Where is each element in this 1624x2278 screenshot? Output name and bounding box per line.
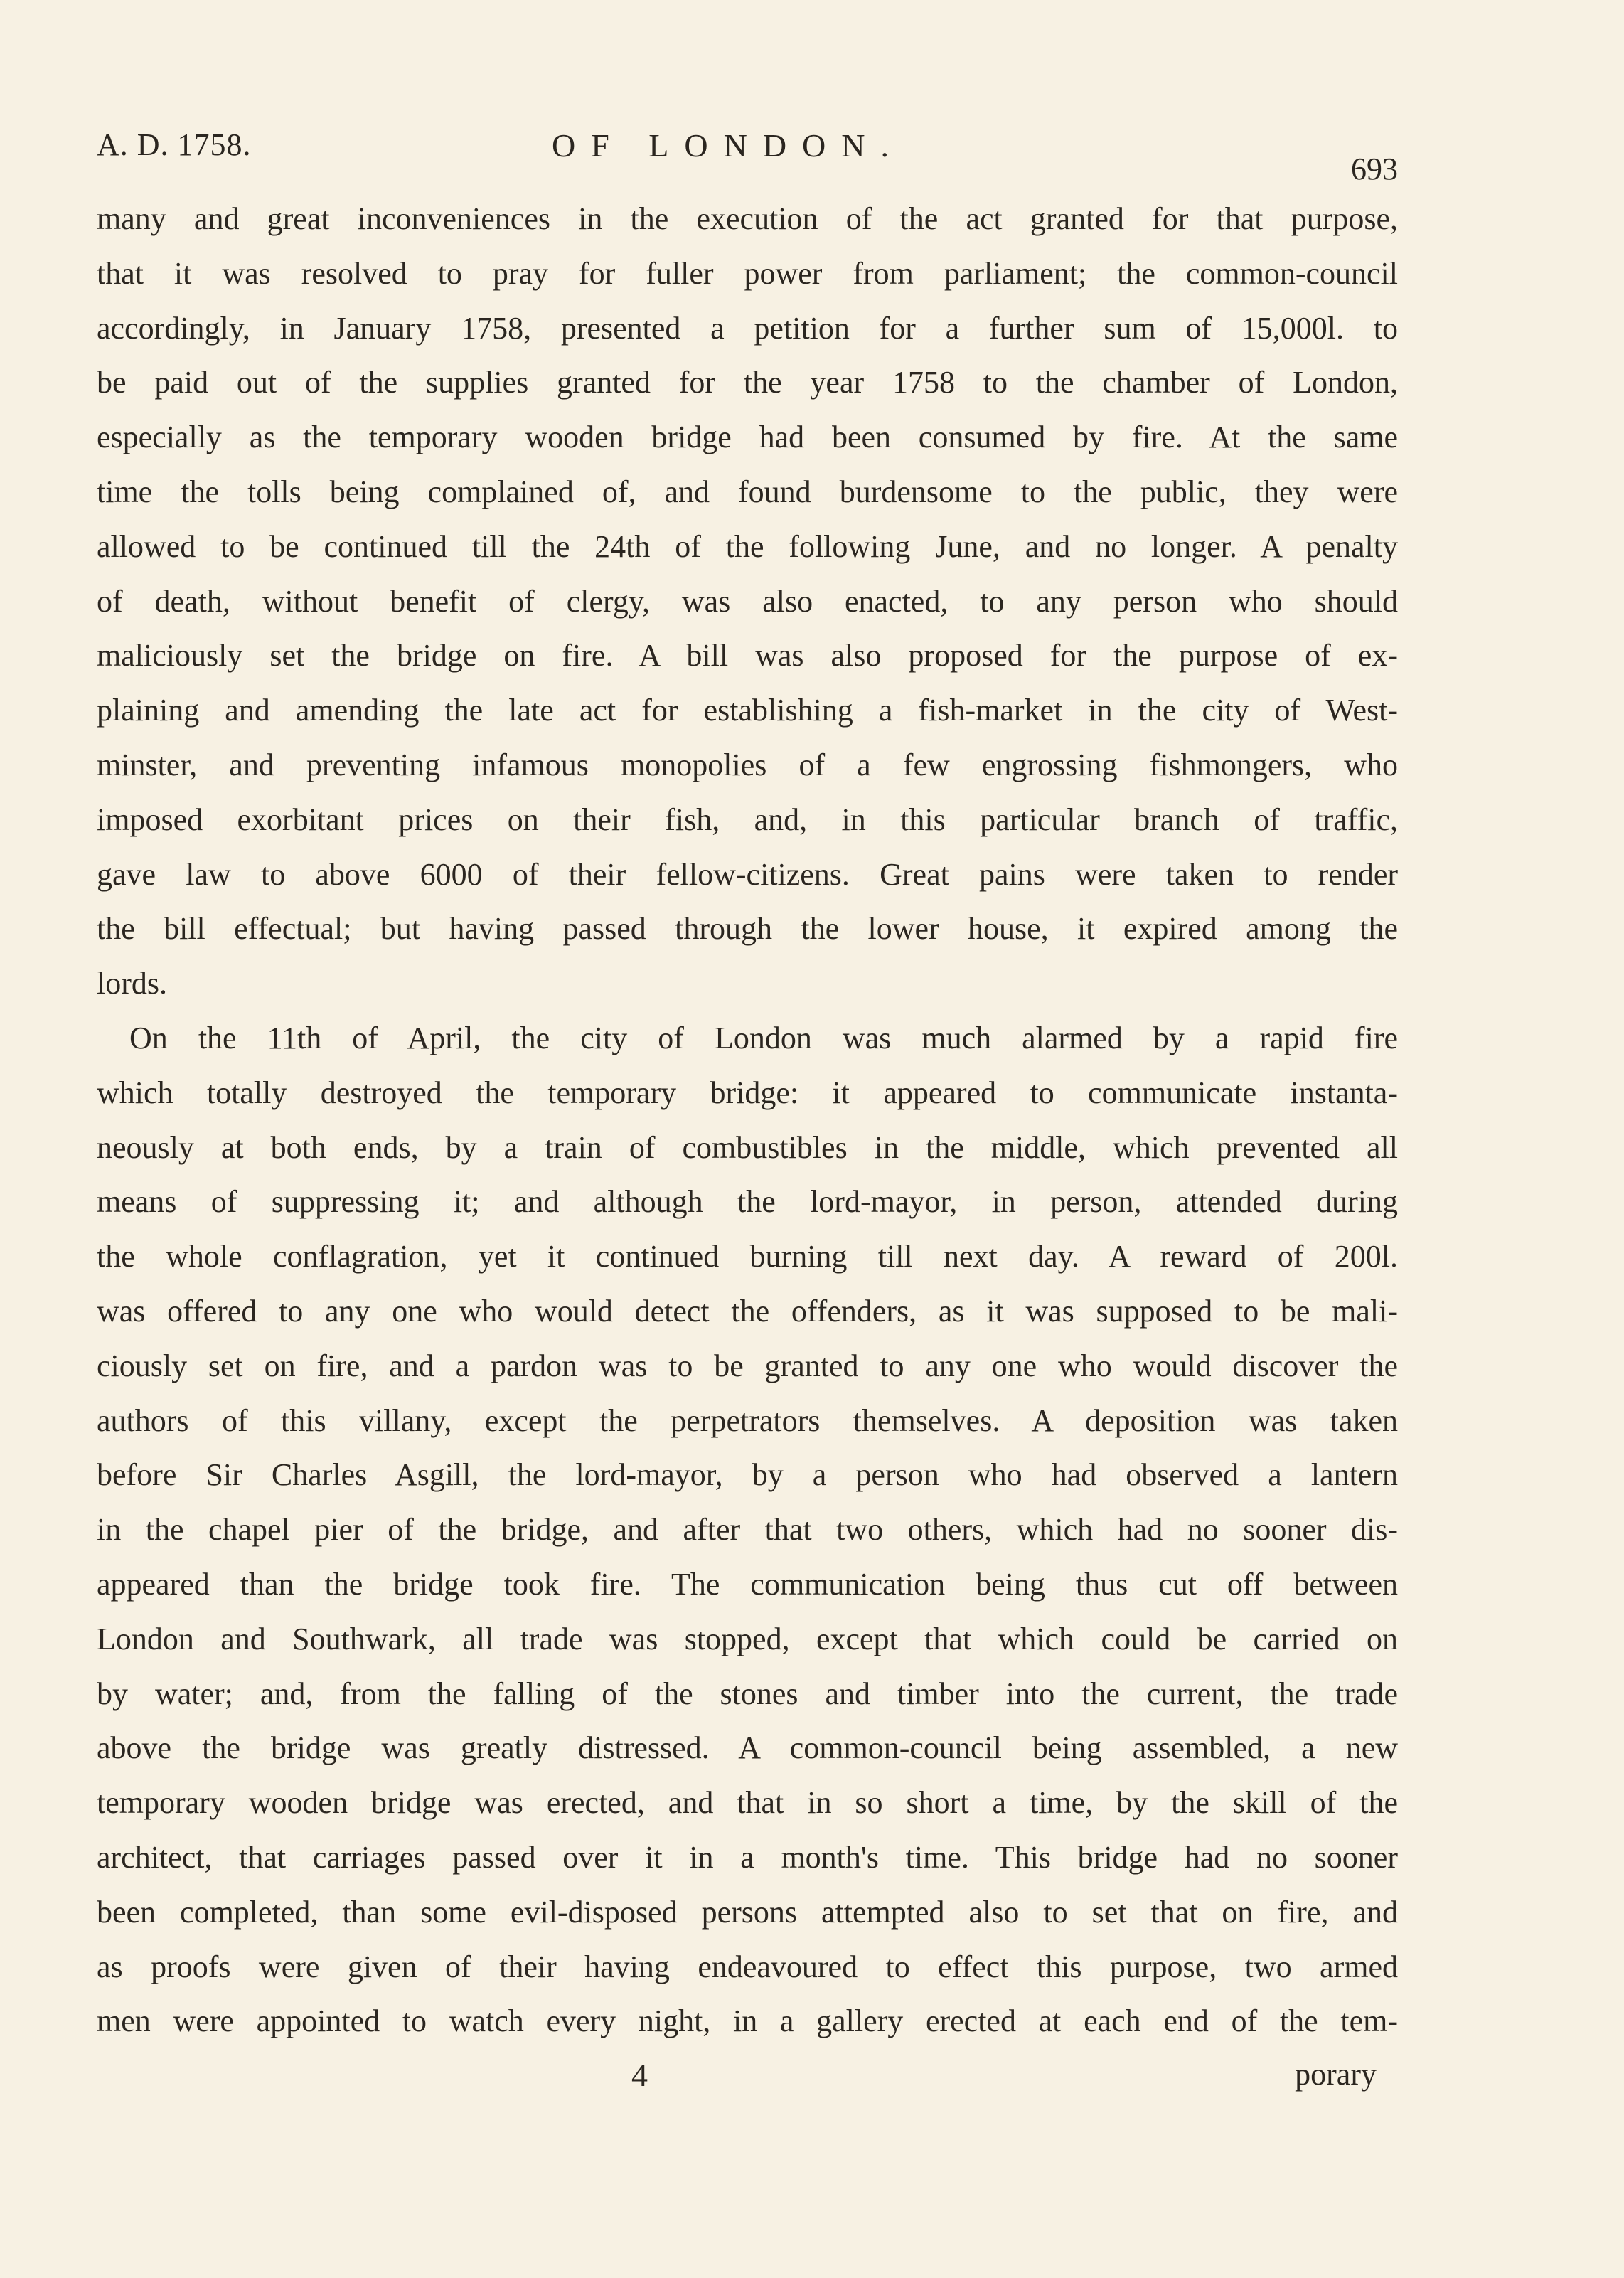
text-line: allowed to be continued till the 24th of the following June, and no longer. A penalty [97, 528, 1398, 564]
text-line: means of suppressing it; and although the lord-mayor, in person, attended during [97, 1184, 1398, 1220]
text-line: accordingly, in January 1758, presented a petition for a further sum of 15,000l. to [97, 310, 1398, 346]
text-line: be paid out of the supplies granted for the year 1758 to the chamber of London, [97, 365, 1398, 400]
text-line: many and great inconveniences in the execution of the act granted for that purpose, [97, 201, 1398, 236]
text-line: above the bridge was greatly distressed. A common-council being assembled, a new [97, 1730, 1398, 1766]
text-line: in the chapel pier of the bridge, and after that two others, which had no sooner dis- [97, 1512, 1398, 1548]
text-line: plaining and amending the late act for establishing a fish-market in the city of West- [97, 693, 1398, 728]
text-line: maliciously set the bridge on fire. A bill was also proposed for the purpose of ex- [97, 638, 1398, 674]
text-line: On the 11th of April, the city of London was much alarmed by a rapid fire [129, 1020, 1398, 1055]
text-line: imposed exorbitant prices on their fish, and, in this particular branch of traffic, [97, 802, 1398, 837]
text-line: temporary wooden bridge was erected, and that in so short a time, by the skill of the [97, 1785, 1398, 1821]
text-line: lords. [97, 966, 167, 1001]
text-line: was offered to any one who would detect the offenders, as it was supposed to be mali- [97, 1293, 1398, 1329]
catchword: porary [1295, 2057, 1377, 2092]
text-line: gave law to above 6000 of their fellow-citizens. Great pains were taken to render [97, 856, 1398, 892]
paragraph-2 [97, 1011, 1398, 2049]
text-line: neously at both ends, by a train of combustibles in the middle, which prevented all [97, 1129, 1398, 1165]
header-title: OF LONDON. [552, 127, 904, 164]
text-line: the bill effectual; but having passed through the lower house, it expired among the [97, 911, 1398, 947]
text-line: time the tolls being complained of, and found burdensome to the public, they were [97, 474, 1398, 509]
header-date: A. D. 1758. [97, 127, 252, 162]
text-line: which totally destroyed the temporary bridge: it appeared to communicate instanta- [97, 1075, 1398, 1110]
body-text [97, 192, 1398, 2049]
running-head [97, 127, 1398, 186]
text-line: before Sir Charles Asgill, the lord-mayor, by a person who had observed a lantern [97, 1457, 1398, 1493]
text-line: of death, without benefit of clergy, was also enacted, to any person who should [97, 583, 1398, 619]
text-line: ciously set on fire, and a pardon was to be granted to any one who would discover the [97, 1348, 1398, 1383]
text-line: appeared than the bridge took fire. The communication being thus cut off between [97, 1566, 1398, 1602]
text-line: by water; and, from the falling of the stones and timber into the current, the trade [97, 1676, 1398, 1711]
text-line: minster, and preventing infamous monopolies of a few engrossing fishmongers, who [97, 747, 1398, 782]
text-line: as proofs were given of their having endeavoured to effect this purpose, two armed [97, 1949, 1398, 1984]
page-number: 693 [1351, 151, 1398, 186]
text-line: been completed, than some evil-disposed persons attempted also to set that on fire, and [97, 1894, 1398, 1930]
text-line: that it was resolved to pray for fuller power from parliament; the common-council [97, 255, 1398, 291]
text-line: architect, that carriages passed over it in a month's time. This bridge had no sooner [97, 1839, 1398, 1875]
text-line: London and Southwark, all trade was stopped, except that which could be carried on [97, 1621, 1398, 1656]
text-line: men were appointed to watch every night, in a gallery erected at each end of the tem- [97, 2003, 1398, 2039]
text-line: authors of this villany, except the perpetrators themselves. A deposition was taken [97, 1403, 1398, 1438]
signature-mark: 4 [631, 2057, 648, 2094]
paragraph-1 [97, 192, 1398, 1011]
text-line: especially as the temporary wooden bridge had been consumed by fire. At the same [97, 420, 1398, 455]
text-line: the whole conflagration, yet it continued burning till next day. A reward of 200l. [97, 1239, 1398, 1274]
